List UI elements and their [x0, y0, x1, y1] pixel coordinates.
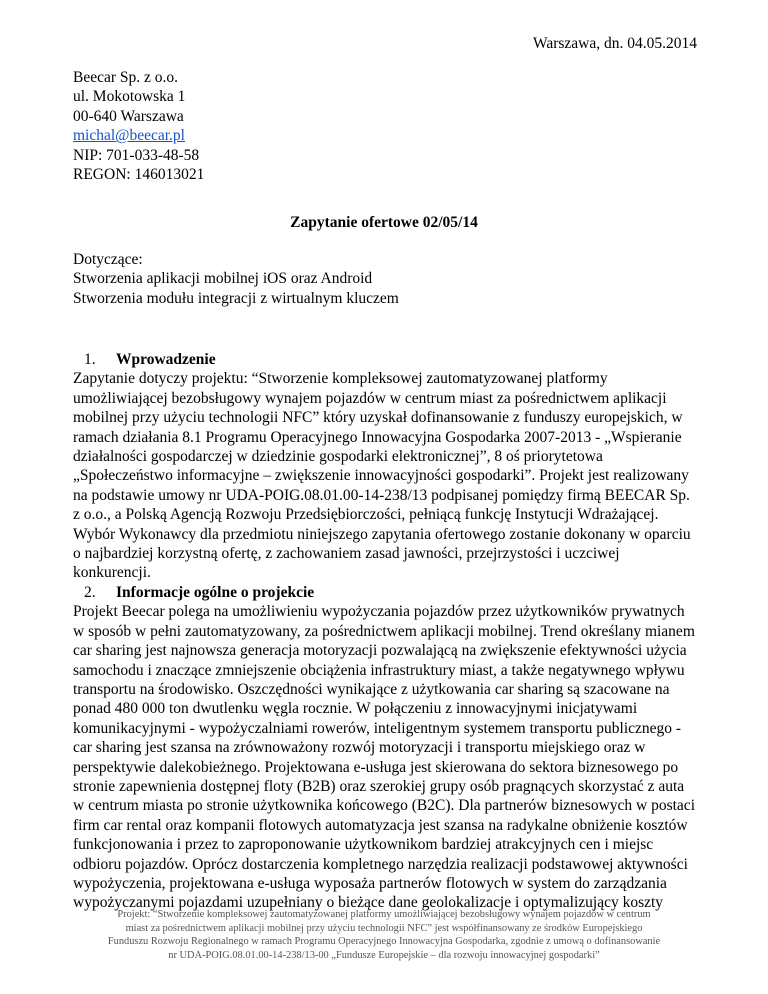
section-title: Wprowadzenie	[116, 351, 216, 368]
regarding-item: Stworzenia modułu integracji z wirtualnym kluczem	[73, 289, 399, 307]
sender-nip: NIP: 701-033-48-58	[73, 146, 200, 164]
section-heading	[73, 583, 698, 602]
paragraph-line: transportu na środowisko. Oszczędności wynikające z użytkowania car sharing są szacowane na	[73, 681, 670, 699]
section-number: 2.	[84, 584, 96, 601]
sender-email-link[interactable]: michal@beecar.pl	[73, 127, 185, 145]
sender-street: ul. Mokotowska 1	[73, 88, 186, 106]
paragraph-line: samochodu i znaczące zmniejszenie obciążenia infrastruktury miast, a także negatywnego wpływu	[73, 661, 685, 679]
section-project-overview	[73, 583, 698, 913]
paragraph-line: o najbardziej korzystną ofertę, z zachowaniem zasad jawności, przejrzystości i uczciwej	[73, 545, 620, 563]
paragraph-line: Wybór Wykonawcy dla przedmiotu niniejszego zapytania ofertowego zostanie dokonany w oparciu	[73, 525, 691, 543]
footer-line: miast za pośrednictwem aplikacji mobilnej przy użyciu technologii NFC” jest współfinansowany ze środków Europejskiego	[125, 922, 643, 934]
regarding-item: Stworzenia aplikacji mobilnej iOS oraz Android	[73, 270, 373, 288]
paragraph-line: funkcjonowania i przez to zaproponowanie użytkownikom bardziej atrakcyjnych cen i miejsc	[73, 836, 654, 854]
paragraph-line: stronie zapewnienia dostępnej floty (B2B) oraz szerokiej grupy osób pragnących skorzystać z auta	[73, 778, 685, 796]
footer-line: Projekt: “Stworzenie kompleksowej zautomatyzowanej platformy umożliwiającej bezobsługowy wynajem pojazdów w centrum	[117, 909, 651, 920]
sender-address-block	[73, 68, 204, 184]
section-title: Informacje ogólne o projekcie	[116, 584, 315, 601]
regarding-label: Dotyczące:	[73, 251, 143, 268]
sender-regon: REGON: 146013021	[73, 166, 205, 184]
paragraph-line: konkurencji.	[73, 564, 151, 582]
section-paragraph	[73, 369, 698, 582]
section-heading	[73, 350, 698, 369]
paragraph-line: odbioru pojazdów. Oprócz dostarczenia kompletnego narzędzia realizacji podstawowej aktywności	[73, 855, 688, 873]
paragraph-line: wypożyczenia, projektowana e-usługa wyposaża partnerów flotowych w system do zarządzania	[73, 875, 667, 893]
paragraph-line: w sposób w pełni zautomatyzowany, za pośrednictwem aplikacji mobilnej. Trend określany mianem	[73, 622, 695, 640]
section-introduction	[73, 350, 698, 583]
paragraph-line: ramach działania 8.1 Programu Operacyjnego Innowacyjna Gospodarka 2007-2013 - „Wspieranie	[73, 428, 682, 446]
sender-city: 00-640 Warszawa	[73, 107, 184, 125]
paragraph-line: Projekt Beecar polega na umożliwieniu wypożyczania pojazdów przez użytkowników prywatnych	[73, 603, 685, 621]
document-date: Warszawa, dn. 04.05.2014	[532, 35, 697, 52]
footer-line: Funduszu Rozwoju Regionalnego w ramach Programu Operacyjnego Innowacyjna Gospodarka, zgodnie z umową o dofinansowanie	[107, 936, 661, 948]
paragraph-line: w centrum miasta po stronie użytkownika końcowego (B2C). Dla partnerów biznesowych w postaci	[73, 797, 695, 815]
sender-company: Beecar Sp. z o.o.	[73, 69, 179, 86]
paragraph-line: komunikacyjnymi - wypożyczalniami rowerów, inteligentnym systemem transportu publicznego -	[73, 719, 682, 737]
paragraph-line: Zapytanie dotyczy projektu: “Stworzenie kompleksowej zautomatyzowanej platformy	[73, 370, 608, 388]
paragraph-line: car sharing jest szansa na zrównoważony rozwój motoryzacji i transportu miejskiego oraz w	[73, 739, 646, 757]
paragraph-line: umożliwiającej bezobsługowy wynajem pojazdów w centrum miast za pośrednictwem aplikacji	[73, 389, 667, 407]
page-footer	[30, 908, 738, 962]
paragraph-line: „Społeczeństwo informacyjne – zwiększenie innowacyjności gospodarki”. Projekt jest realizowany	[73, 467, 689, 485]
section-paragraph	[73, 602, 698, 913]
paragraph-line: wypożyczanymi pojazdami uzupełniany o bieżące dane geolokalizacje i optymalizujący koszty	[73, 894, 664, 912]
paragraph-line: perspektywie dalekobieżnego. Projektowana e-usługa jest skierowana do sektora biznesowego po	[73, 758, 679, 776]
regarding-block	[73, 250, 399, 308]
paragraph-line: działalności gospodarczej w dziedzinie gospodarki elektronicznej”, 8 oś priorytetowa	[73, 448, 603, 466]
paragraph-line: mobilnej przy użyciu technologii NFC” który uzyskał dofinansowanie z funduszy europejskich, w	[73, 409, 683, 427]
paragraph-line: firm car rental oraz kompanii flotowych automatyzacja jest szansa na radykalne obniżenie kosztów	[73, 816, 688, 834]
section-number: 1.	[84, 351, 96, 368]
paragraph-line: ponad 480 000 ton dwutlenku węgla rocznie. W połączeniu z innowacyjnymi inicjatywami	[73, 700, 638, 718]
footer-line: nr UDA-POIG.08.01.00-14-238/13-00 „Fundusze Europejskie – dla rozwoju innowacyjnej gospodarki”	[168, 949, 600, 961]
paragraph-line: z o.o., a Polską Agencją Rozwoju Przedsiębiorczości, pełniącą funkcję Instytucji Wdrażającej.	[73, 506, 659, 524]
paragraph-line: car sharing jest najnowsza generacja motoryzacji pozwalającą na zwiększenie efektywności użycia	[73, 642, 687, 660]
paragraph-line: na podstawie umowy nr UDA-POIG.08.01.00-14-238/13 podpisanej pomiędzy firmą BEECAR Sp.	[73, 486, 690, 504]
document-title: Zapytanie ofertowe 02/05/14	[290, 214, 478, 231]
